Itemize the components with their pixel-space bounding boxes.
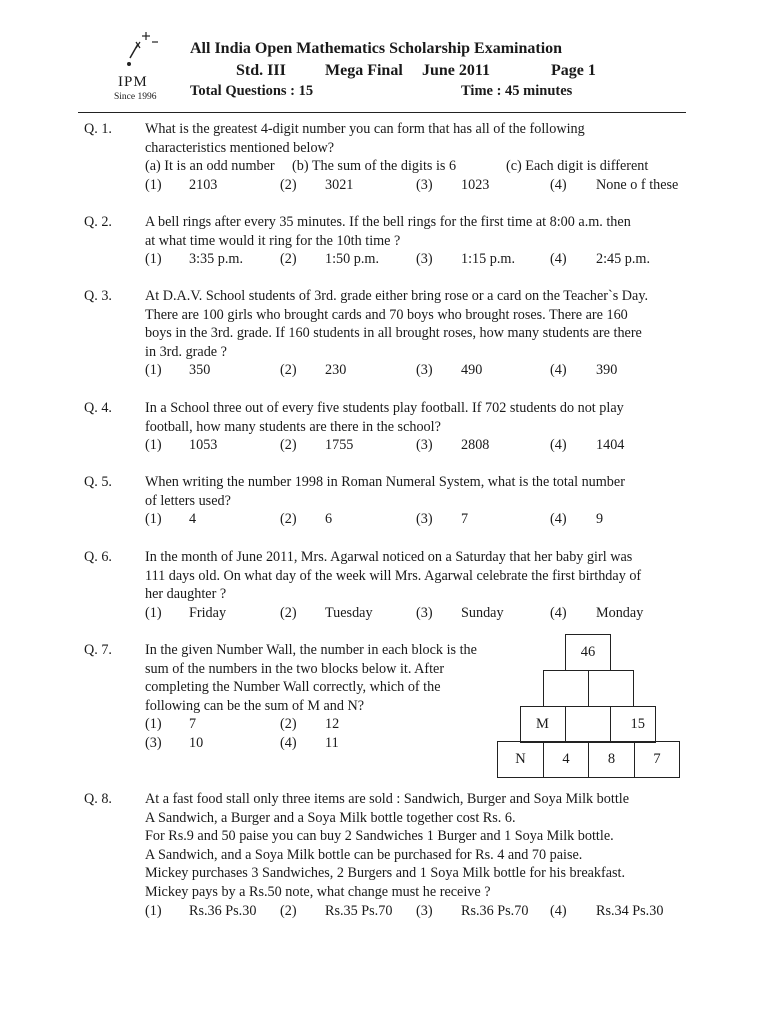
options-row	[145, 902, 690, 921]
option-2-value: 6	[325, 511, 333, 528]
question-text: A Sandwich, and a Soya Milk bottle can be purchased for Rs. 4 and 70 paise.	[145, 846, 583, 863]
ipm-logo	[108, 28, 164, 104]
question-text: in 3rd. grade ?	[145, 343, 227, 360]
option-2-label: (2)	[280, 437, 297, 454]
option-2-value: 1:50 p.m.	[325, 251, 379, 268]
option-1-value: Rs.36 Ps.30	[189, 902, 257, 919]
option-1-value: 1053	[189, 437, 218, 454]
header-divider	[78, 112, 686, 113]
option-4-value: 1404	[596, 437, 625, 454]
option-3-label: (3)	[416, 604, 433, 621]
option-2-value: 3021	[325, 176, 354, 193]
option-4-label: (4)	[550, 604, 567, 621]
option-4-value: None o f these	[596, 176, 679, 193]
date-label: June 2011	[422, 62, 491, 79]
option-3-label: (3)	[416, 902, 433, 919]
time-limit: Time : 45 minutes	[461, 83, 573, 99]
wall-block	[588, 670, 634, 707]
logo-since-text: Since 1996	[114, 92, 157, 102]
option-3-label: (3)	[416, 362, 433, 379]
wall-block: 15	[610, 706, 656, 743]
question-text: In the month of June 2011, Mrs. Agarwal noticed on a Saturday that her baby girl was	[145, 549, 633, 565]
question-number: Q. 5.	[84, 474, 112, 490]
option-4-label: (4)	[280, 734, 297, 751]
option-2-value: 12	[325, 716, 340, 733]
question-text: A bell rings after every 35 minutes. If the bell rings for the first time at 8:00 a.m. then	[145, 214, 631, 230]
option-1-value: 350	[189, 362, 211, 379]
option-2-value: Rs.35 Ps.70	[325, 902, 393, 919]
question-number: Q. 1.	[84, 121, 112, 137]
option-4-value: 390	[596, 362, 618, 379]
question-text: of letters used?	[145, 492, 231, 509]
question-text: following can be the sum of M and N?	[145, 697, 365, 714]
option-4-value: Rs.34 Ps.30	[596, 902, 664, 919]
math-symbols-icon	[116, 28, 160, 74]
option-2-label: (2)	[280, 902, 297, 919]
round-label: Mega Final	[325, 62, 403, 79]
option-3-value: 10	[189, 734, 204, 751]
option-3-value: Sunday	[461, 604, 504, 621]
question-text: Mickey pays by a Rs.50 note, what change must he receive ?	[145, 883, 491, 900]
option-1-label: (1)	[145, 176, 162, 193]
question-text: In the given Number Wall, the number in each block is the	[145, 642, 477, 658]
question-text: characteristics mentioned below?	[145, 139, 335, 156]
option-2-label: (2)	[280, 604, 297, 621]
option-3-label: (3)	[416, 437, 433, 454]
wall-block-top: 46	[565, 634, 611, 671]
option-1-label: (1)	[145, 604, 162, 621]
exam-header	[0, 0, 768, 120]
option-1-label: (1)	[145, 437, 162, 454]
option-1-label: (1)	[145, 902, 162, 919]
question-text: her daughter ?	[145, 586, 227, 603]
option-1-value: 3:35 p.m.	[189, 251, 243, 268]
option-1-value: 7	[189, 716, 197, 733]
option-2-label: (2)	[280, 511, 297, 528]
option-4-value: Monday	[596, 604, 644, 621]
option-4-label: (4)	[550, 902, 567, 919]
option-4-label: (4)	[550, 437, 567, 454]
option-4-label: (4)	[550, 511, 567, 528]
question-number: Q. 6.	[84, 549, 112, 565]
question-text: For Rs.9 and 50 paise you can buy 2 Sandwiches 1 Burger and 1 Soya Milk bottle.	[145, 828, 614, 845]
option-1-label: (1)	[145, 251, 162, 268]
question-text: sum of the numbers in the two blocks below it. After	[145, 660, 445, 677]
wall-block-n: N	[497, 741, 544, 778]
question-number: Q. 7.	[84, 642, 112, 658]
question-text: completing the Number Wall correctly, which of the	[145, 679, 441, 696]
options-row	[145, 176, 690, 195]
option-2-label: (2)	[280, 716, 297, 733]
option-3-value: Rs.36 Ps.70	[461, 902, 529, 919]
option-2-label: (2)	[280, 362, 297, 379]
options-row	[145, 510, 690, 529]
option-3-label: (3)	[416, 251, 433, 268]
wall-block-m: M	[520, 706, 566, 743]
question-text: 111 days old. On what day of the week will Mrs. Agarwal celebrate the first birthday of	[145, 567, 642, 584]
option-1-value: 2103	[189, 176, 218, 193]
question-text: There are 100 girls who brought cards and 70 boys who brought roses. There are 160	[145, 306, 628, 323]
option-4-label: (4)	[550, 251, 567, 268]
option-2-value: 1755	[325, 437, 354, 454]
option-3-value: 1:15 p.m.	[461, 251, 515, 268]
characteristic-a: (a) It is an odd number	[145, 158, 275, 175]
question-text: At a fast food stall only three items are sold : Sandwich, Burger and Soya Milk bottle	[145, 791, 629, 807]
option-4-value: 9	[596, 511, 604, 528]
wall-block	[543, 670, 589, 707]
option-1-label: (1)	[145, 511, 162, 528]
std-label: Std. III	[236, 62, 286, 79]
question-number: Q. 8.	[84, 791, 112, 807]
number-wall-diagram	[497, 634, 682, 778]
question-number: Q. 2.	[84, 214, 112, 230]
question-number: Q. 3.	[84, 288, 112, 304]
question-number: Q. 4.	[84, 400, 112, 416]
options-row	[145, 734, 495, 753]
question-text: At D.A.V. School students of 3rd. grade either bring rose or a card on the Teacher`s Day.	[145, 288, 649, 304]
option-3-value: 7	[461, 511, 469, 528]
question-text: In a School three out of every five students play football. If 702 students do not play	[145, 400, 624, 416]
option-4-label: (4)	[550, 362, 567, 379]
options-row	[145, 361, 690, 380]
option-2-value: 230	[325, 362, 347, 379]
characteristic-c: (c) Each digit is different	[506, 158, 649, 175]
option-2-value: Tuesday	[325, 604, 373, 621]
option-3-value: 2808	[461, 437, 490, 454]
option-1-label: (1)	[145, 362, 162, 379]
options-row	[145, 715, 495, 734]
options-row	[145, 250, 690, 269]
wall-block	[565, 706, 611, 743]
question-text: A Sandwich, a Burger and a Soya Milk bottle together cost Rs. 6.	[145, 809, 516, 826]
question-text: Mickey purchases 3 Sandwiches, 2 Burgers and 1 Soya Milk bottle for his breakfast.	[145, 865, 626, 882]
options-row	[145, 604, 690, 623]
question-text: at what time would it ring for the 10th time ?	[145, 232, 401, 249]
option-3-label: (3)	[416, 176, 433, 193]
option-2-label: (2)	[280, 176, 297, 193]
logo-text: IPM	[118, 74, 148, 90]
option-3-value: 1023	[461, 176, 490, 193]
option-4-label: (4)	[550, 176, 567, 193]
question-text: football, how many students are there in the school?	[145, 418, 441, 435]
option-3-label: (3)	[145, 734, 162, 751]
wall-block: 4	[543, 741, 589, 778]
option-3-label: (3)	[416, 511, 433, 528]
exam-title: All India Open Mathematics Scholarship Examination	[190, 40, 563, 57]
option-1-label: (1)	[145, 716, 162, 733]
option-1-value: 4	[189, 511, 197, 528]
question-text: What is the greatest 4-digit number you can form that has all of the following	[145, 121, 585, 137]
options-row	[145, 436, 690, 455]
question-text: When writing the number 1998 in Roman Numeral System, what is the total number	[145, 474, 625, 490]
option-4-value: 11	[325, 734, 339, 751]
wall-block: 7	[634, 741, 680, 778]
option-4-value: 2:45 p.m.	[596, 251, 650, 268]
option-3-value: 490	[461, 362, 483, 379]
characteristic-b: (b) The sum of the digits is 6	[292, 158, 457, 175]
total-questions: Total Questions : 15	[190, 83, 314, 99]
page-label: Page 1	[551, 62, 596, 79]
option-2-label: (2)	[280, 251, 297, 268]
option-1-value: Friday	[189, 604, 227, 621]
question-text: boys in the 3rd. grade. If 160 students in all brought roses, how many students are there	[145, 325, 642, 342]
wall-block: 8	[588, 741, 635, 778]
